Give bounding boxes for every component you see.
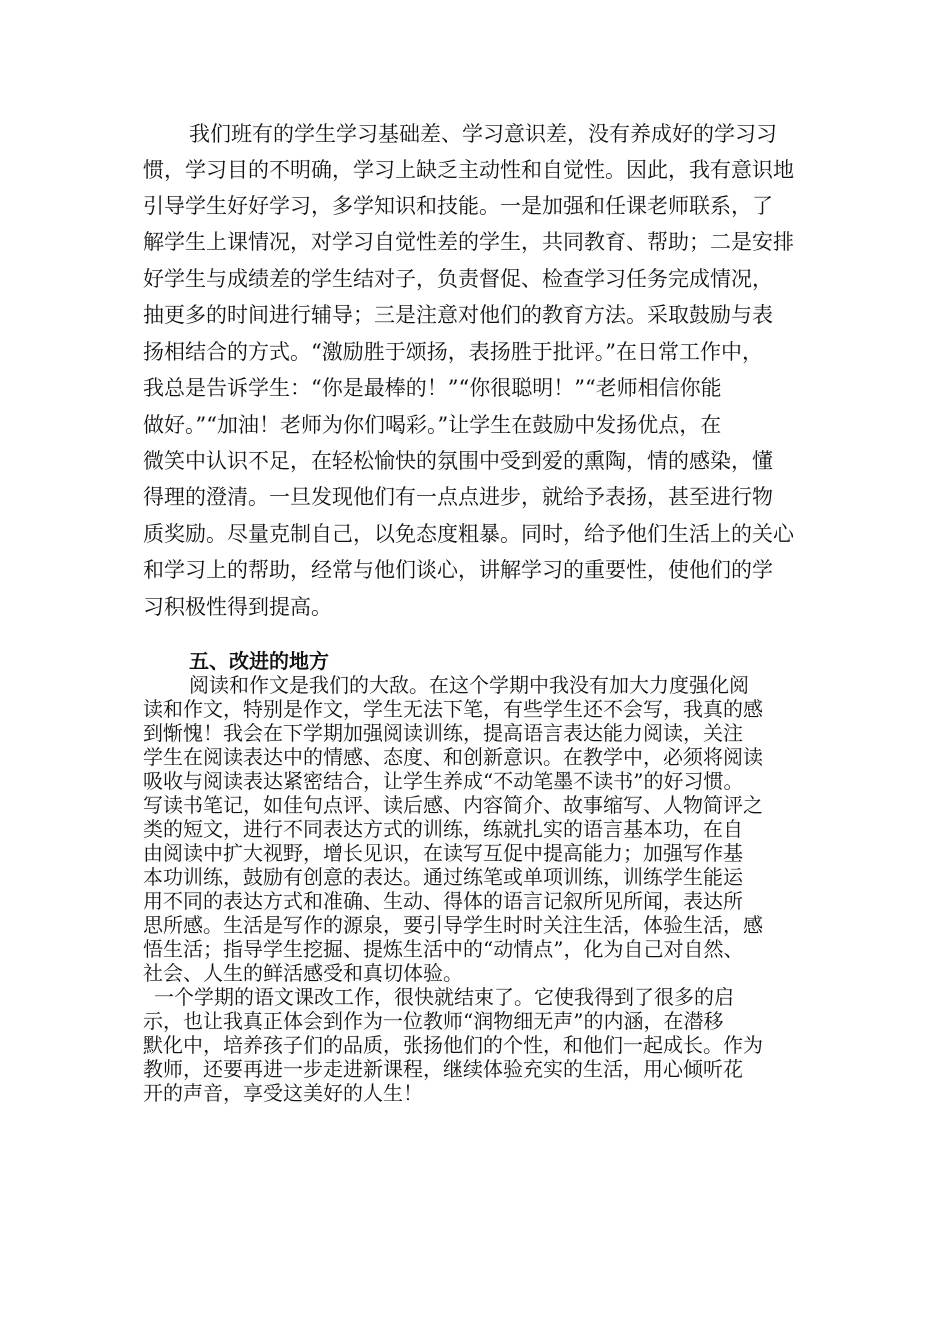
text-line: 示，也让我真正体会到作为一位教师“润物细无声”的内涵，在潜移 — [143, 1009, 724, 1033]
text-line: 做好。”“加油！老师为你们喝彩。”让学生在鼓励中发扬优点，在 — [143, 413, 722, 437]
text-line: 惯，学习目的不明确，学习上缺乏主动性和自觉性。因此，我有意识地 — [143, 158, 794, 182]
text-line: 和学习上的帮助，经常与他们谈心，讲解学习的重要性，使他们的学 — [143, 558, 773, 582]
text-line: 吸收与阅读表达紧密结合，让学生养成“不动笔墨不读书”的好习惯。 — [143, 769, 744, 793]
text-line: 悟生活；指导学生挖掘、提炼生活中的“动情点”，化为自己对自然、 — [143, 937, 744, 961]
text-line: 我总是告诉学生：“你是最棒的！”“你很聪明！”“老师相信你能 — [143, 376, 722, 400]
text-line: 得理的澄清。一旦发现他们有一点点进步，就给予表扬，甚至进行物 — [143, 485, 773, 509]
text-line: 好学生与成绩差的学生结对子，负责督促、检查学习任务完成情况， — [143, 267, 773, 291]
section-heading: 五、改进的地方 — [189, 649, 329, 673]
text-line: 默化中，培养孩子们的品质，张扬他们的个性，和他们一起成长。作为 — [143, 1033, 763, 1057]
text-line: 学生在阅读表达中的情感、态度、和创新意识。在教学中，必须将阅读 — [143, 745, 763, 769]
text-line: 到惭愧！我会在下学期加强阅读训练，提高语言表达能力阅读，关注 — [143, 721, 743, 745]
text-line: 写读书笔记，如佳句点评、读后感、内容简介、故事缩写、人物简评之 — [143, 793, 763, 817]
text-line: 扬相结合的方式。“激励胜于颂扬，表扬胜于批评。”在日常工作中， — [143, 340, 763, 364]
text-line: 本功训练，鼓励有创意的表达。通过练笔或单项训练，训练学生能运 — [143, 865, 743, 889]
text-line: 一个学期的语文课改工作，很快就结束了。它使我得到了很多的启 — [154, 985, 734, 1009]
text-line: 思所感。生活是写作的源泉，要引导学生时时关注生活，体验生活，感 — [143, 913, 763, 937]
text-line: 读和作文，特别是作文，学生无法下笔，有些学生还不会写，我真的感 — [143, 697, 763, 721]
text-line: 用不同的表达方式和准确、生动、得体的语言记叙所见所闻，表达所 — [143, 889, 743, 913]
text-line: 引导学生好好学习，多学知识和技能。一是加强和任课老师联系，了 — [143, 194, 773, 218]
text-line: 我们班有的学生学习基础差、学习意识差，没有养成好的学习习 — [189, 122, 777, 146]
text-line: 阅读和作文是我们的大敌。在这个学期中我没有加大力度强化阅 — [189, 673, 749, 697]
text-line: 习积极性得到提高。 — [143, 595, 332, 619]
text-line: 由阅读中扩大视野，增长见识，在读写互促中提高能力；加强写作基 — [143, 841, 743, 865]
text-line: 类的短文，进行不同表达方式的训练，练就扎实的语言基本功，在自 — [143, 817, 743, 841]
text-line: 解学生上课情况，对学习自觉性差的学生，共同教育、帮助；二是安排 — [143, 230, 794, 254]
text-line: 微笑中认识不足，在轻松愉快的氛围中受到爱的熏陶，情的感染，懂 — [143, 449, 773, 473]
text-line: 质奖励。尽量克制自己，以免态度粗暴。同时，给予他们生活上的关心 — [143, 522, 794, 546]
text-line: 社会、人生的鲜活感受和真切体验。 — [143, 961, 463, 985]
text-line: 抽更多的时间进行辅导；三是注意对他们的教育方法。采取鼓励与表 — [143, 303, 773, 327]
text-line: 开的声音，享受这美好的人生！ — [143, 1081, 423, 1105]
text-line: 教师，还要再进一步走进新课程，继续体验充实的生活，用心倾听花 — [143, 1057, 743, 1081]
